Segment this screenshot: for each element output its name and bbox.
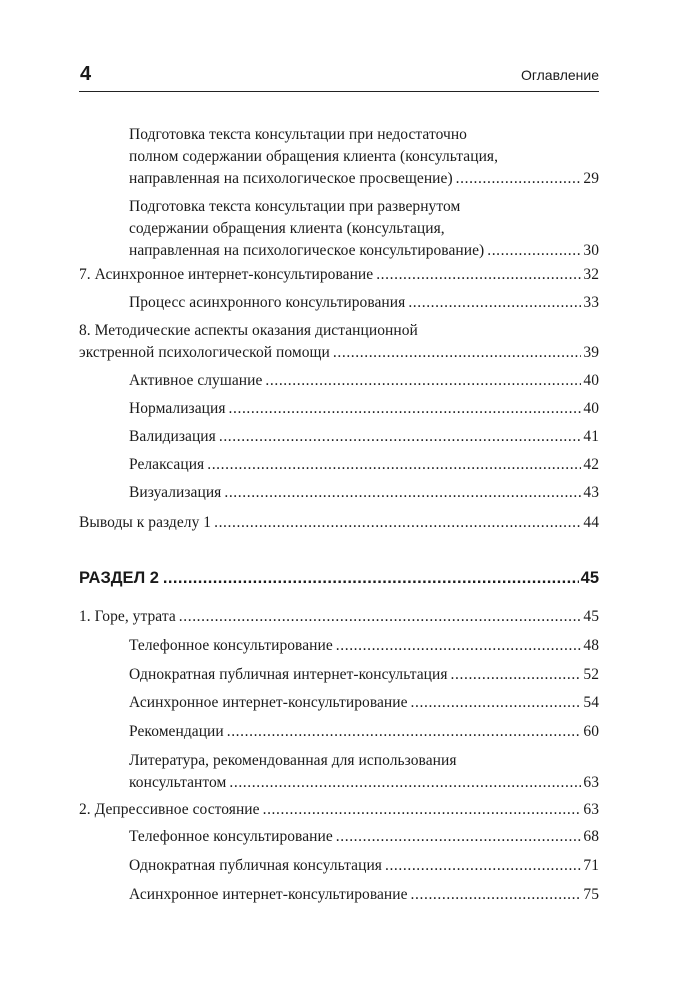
section-page-number: 45: [580, 569, 599, 587]
toc-entry[interactable]: [129, 721, 599, 743]
toc-page-number: 43: [583, 484, 599, 501]
toc-page-number: 39: [583, 344, 599, 361]
dot-leader: [411, 884, 582, 906]
toc-entry-title: Активное слушание: [129, 372, 263, 389]
toc-entry-line: полном содержании обращения клиента (консультация,: [129, 148, 499, 165]
toc-entry-title: направленная на психологическое просвещение): [129, 170, 453, 187]
toc-entry-title: Асинхронное интернет-консультирование: [129, 886, 408, 903]
toc-entry-title: Релаксация: [129, 456, 205, 473]
toc-page-number: 63: [583, 801, 599, 818]
toc-page-number: 30: [583, 242, 599, 259]
toc-entry[interactable]: [79, 799, 599, 821]
dot-leader: [336, 635, 582, 657]
toc-entry-title: 1. Горе, утрата: [79, 608, 176, 625]
dot-leader: [224, 482, 581, 504]
toc-entry[interactable]: [129, 398, 599, 420]
toc-entry-title: Телефонное консультирование: [129, 828, 333, 845]
dot-leader: [411, 692, 582, 714]
toc-page-number: 68: [583, 828, 599, 845]
toc-entry-title: Процесс асинхронного консультирования: [129, 294, 406, 311]
toc-entry-title: Рекомендации: [129, 723, 224, 740]
toc-entry-title: Однократная публичная интернет-консультация: [129, 666, 448, 683]
toc-entry-title: Валидизация: [129, 428, 216, 445]
toc-page-number: 75: [583, 886, 599, 903]
toc-page-number: 44: [583, 514, 599, 531]
toc-page-number: 60: [583, 723, 599, 740]
dot-leader: [229, 772, 581, 794]
dot-leader: [487, 240, 581, 262]
toc-entry[interactable]: [79, 320, 599, 364]
toc-entry-line: 8. Методические аспекты оказания дистанционной: [79, 322, 418, 339]
toc-page-number: 42: [583, 456, 599, 473]
dot-leader: [219, 426, 582, 448]
toc-page-number: 33: [583, 294, 599, 311]
toc-entry[interactable]: [129, 884, 599, 906]
dot-leader: [163, 567, 579, 589]
toc-entry-title: Визуализация: [129, 484, 222, 501]
toc-entry[interactable]: [79, 512, 599, 534]
toc-entry-line: Литература, рекомендованная для использования: [129, 752, 457, 769]
dot-leader: [207, 454, 581, 476]
toc-entry-title: Асинхронное интернет-консультирование: [129, 694, 408, 711]
toc-entry[interactable]: [129, 855, 599, 877]
dot-leader: [456, 168, 582, 190]
section-title: РАЗДЕЛ 2: [79, 569, 159, 587]
toc-entry-title: Телефонное консультирование: [129, 637, 333, 654]
toc-entry[interactable]: [129, 635, 599, 657]
toc-entry[interactable]: [129, 482, 599, 504]
toc-page-number: 40: [583, 372, 599, 389]
dot-leader: [376, 264, 581, 286]
running-title: Оглавление: [520, 67, 599, 83]
toc-entry-line: Подготовка текста консультации при развернутом: [129, 198, 461, 215]
dot-leader: [451, 664, 582, 686]
toc-entry[interactable]: [129, 124, 599, 190]
dot-leader: [227, 721, 582, 743]
toc-page-number: 29: [583, 170, 599, 187]
toc-page-number: 52: [583, 666, 599, 683]
toc-entry-line: содержании обращения клиента (консультация,: [129, 220, 445, 237]
page-number: 4: [80, 63, 92, 85]
toc-entry-line: Подготовка текста консультации при недостаточно: [129, 126, 467, 143]
toc-entry-title: 2. Депрессивное состояние: [79, 801, 260, 818]
dot-leader: [333, 342, 582, 364]
toc-page-number: 32: [583, 266, 599, 283]
dot-leader: [179, 606, 582, 628]
toc-page-number: 40: [583, 400, 599, 417]
dot-leader: [385, 855, 581, 877]
dot-leader: [336, 826, 582, 848]
toc-entry-title: консультантом: [129, 774, 227, 791]
toc-entry-title: Однократная публичная консультация: [129, 857, 382, 874]
toc-entry[interactable]: [79, 264, 599, 286]
toc-entry-title: направленная на психологическое консультирование): [129, 242, 485, 259]
header-divider: [79, 91, 599, 92]
toc-entry[interactable]: [129, 196, 599, 262]
toc-entry-title: Выводы к разделу 1: [79, 514, 212, 531]
dot-leader: [265, 370, 581, 392]
toc-entry-title: 7. Асинхронное интернет-консультирование: [79, 266, 374, 283]
page-header: [79, 62, 599, 88]
toc-entry[interactable]: [129, 826, 599, 848]
toc-page-number: 63: [583, 774, 599, 791]
toc-entry[interactable]: [129, 454, 599, 476]
dot-leader: [214, 512, 581, 534]
toc-entry[interactable]: [79, 606, 599, 628]
toc-entry[interactable]: [129, 426, 599, 448]
dot-leader: [408, 292, 581, 314]
toc-entry[interactable]: [129, 292, 599, 314]
toc-entry-title: экстренной психологической помощи: [79, 344, 330, 361]
dot-leader: [229, 398, 582, 420]
toc-page-number: 71: [583, 857, 599, 874]
toc-page-number: 48: [583, 637, 599, 654]
section-heading[interactable]: [79, 567, 599, 589]
toc-entry[interactable]: [129, 664, 599, 686]
toc-entry[interactable]: [129, 692, 599, 714]
toc-entry[interactable]: [129, 750, 599, 794]
toc-entry-title: Нормализация: [129, 400, 226, 417]
dot-leader: [263, 799, 582, 821]
toc-page-number: 41: [583, 428, 599, 445]
toc-page-number: 45: [583, 608, 599, 625]
toc-entry[interactable]: [129, 370, 599, 392]
toc-page-number: 54: [583, 694, 599, 711]
